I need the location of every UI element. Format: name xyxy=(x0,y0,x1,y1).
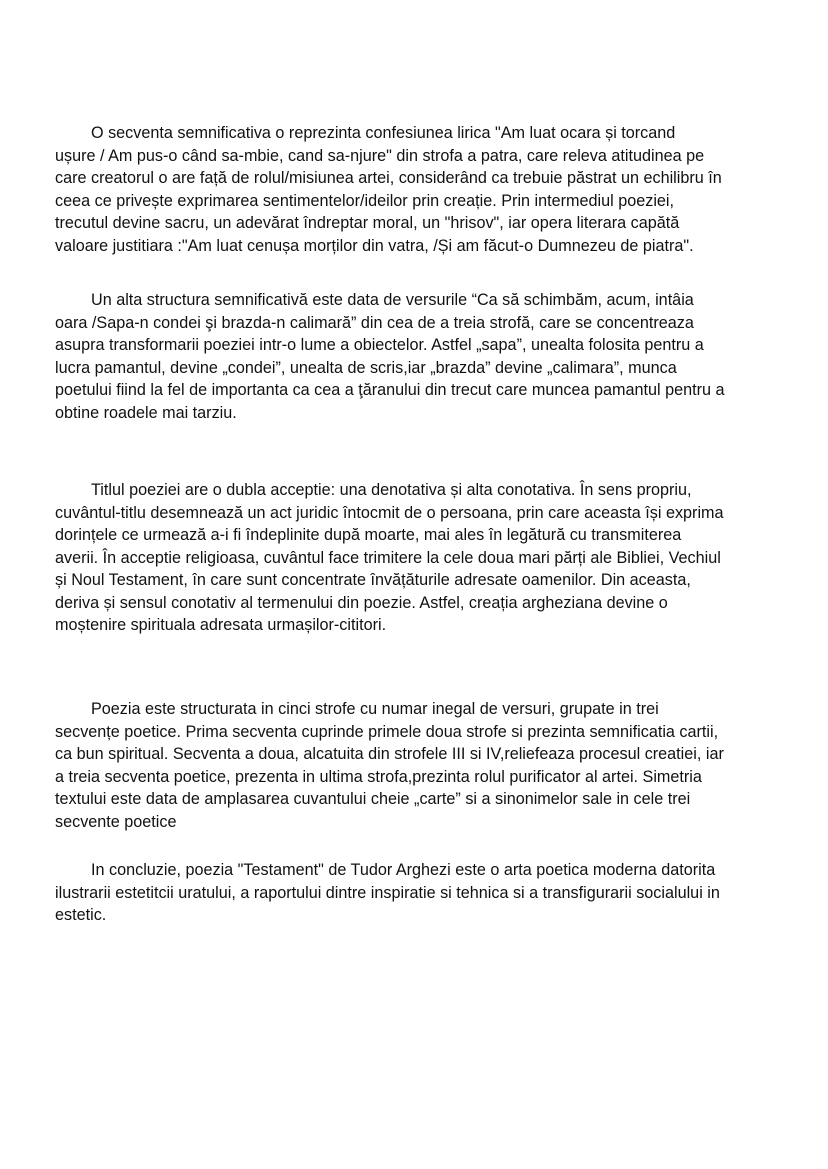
paragraph-concluzie xyxy=(55,859,795,927)
text-line: ușure / Am pus-o când sa-mbie, cand sa-njure" din strofa a patra, care releva atitudinea pe xyxy=(55,146,705,165)
text-line: și Noul Testament, în care sunt concentrate învățăturile adresate oamenilor. Din aceasta, xyxy=(55,571,691,589)
text-line: secvențe poetice. Prima secventa cuprinde primele doua strofe si prezinta semnificatia cartii, xyxy=(55,722,719,741)
text-line: O secventa semnificativa o reprezinta confesiunea lirica "Am luat ocara și torcand xyxy=(91,124,676,142)
text-line: averii. În acceptie religioasa, cuvântul face trimitere la cele doua mari părți ale Bibliei, Vechiul xyxy=(55,548,721,567)
text-line: secvente poetice xyxy=(55,812,177,831)
text-line: poetului fiind la fel de importanta ca cea a ţăranului din trecut care muncea pamantul pentru a xyxy=(55,381,725,399)
text-line: valoare justitiara :"Am luat cenușa morților din vatra, /Și am făcut-o Dumnezeu de piatra". xyxy=(55,236,694,255)
text-line: ceea ce privește exprimarea sentimentelor/ideilor prin creație. Prin intermediul poeziei, xyxy=(55,191,675,210)
text-line: trecutul devine sacru, un adevărat îndreptar moral, un "hrisov", iar opera literara capătă xyxy=(55,214,680,232)
text-line: moștenire spirituala adresata urmașilor-cititori. xyxy=(55,616,387,634)
text-line: dorințele ce urmează a-i fi îndeplinite după moarte, mai ales în legătură cu transmiterea xyxy=(55,526,682,544)
text-line: deriva și sensul conotativ al termenului din poezie. Astfel, creația argheziana devine o xyxy=(55,593,668,612)
text-line: asupra transformarii poeziei intr-o lume a obiectelor. Astfel „sapa”, unealta folosita pentru a xyxy=(55,336,704,354)
text-line: lucra pamantul, devine „condei”, unealta de scris,iar „brazda” devine „calimara”, munca xyxy=(55,358,677,377)
text-line: care creatorul o are față de rolul/misiunea artei, considerând ca trebuie păstrat un echilibru în xyxy=(55,169,722,187)
text-line: ca bun spiritual. Secventa a doua, alcatuita din strofele III si IV,reliefeaza procesul creatiei, iar xyxy=(55,745,724,763)
paragraph-structura-poeziei xyxy=(55,698,795,833)
text-line: In concluzie, poezia "Testament" de Tudor Arghezi este o arta poetica moderna datorita xyxy=(91,861,716,879)
paragraph-structura-semnificativa xyxy=(55,289,795,424)
text-line: Un alta structura semnificativă este data de versurile “Ca să schimbăm, acum, intâia xyxy=(91,291,694,309)
text-line: Titlul poeziei are o dubla acceptie: una denotativa și alta conotativa. În sens propriu, xyxy=(91,481,692,499)
text-line: textului este data de amplasarea cuvantului cheie „carte” si a sinonimelor sale in cele trei xyxy=(55,790,691,808)
text-line: a treia secventa poetice, prezenta in ultima strofa,prezinta rolul purificator al artei. Simetria xyxy=(55,767,702,786)
text-line: oara /Sapa-n condei şi brazda-n calimară” din cea de a treia strofă, care se concentreaza xyxy=(55,313,694,332)
text-line: ilustrarii estetitcii uratului, a raportului dintre inspiratie si tehnica si a transfigurarii socialului in xyxy=(55,883,720,902)
text-line: cuvântul-titlu desemnează un act juridic întocmit de o persoana, prin care aceasta își exprima xyxy=(55,503,724,522)
text-line: obtine roadele mai tarziu. xyxy=(55,403,237,422)
text-line: estetic. xyxy=(55,906,107,924)
paragraph-titlul-poeziei xyxy=(55,479,795,637)
paragraph-secventa-confesiune xyxy=(55,122,795,257)
text-line: Poezia este structurata in cinci strofe cu numar inegal de versuri, grupate in trei xyxy=(91,700,659,718)
